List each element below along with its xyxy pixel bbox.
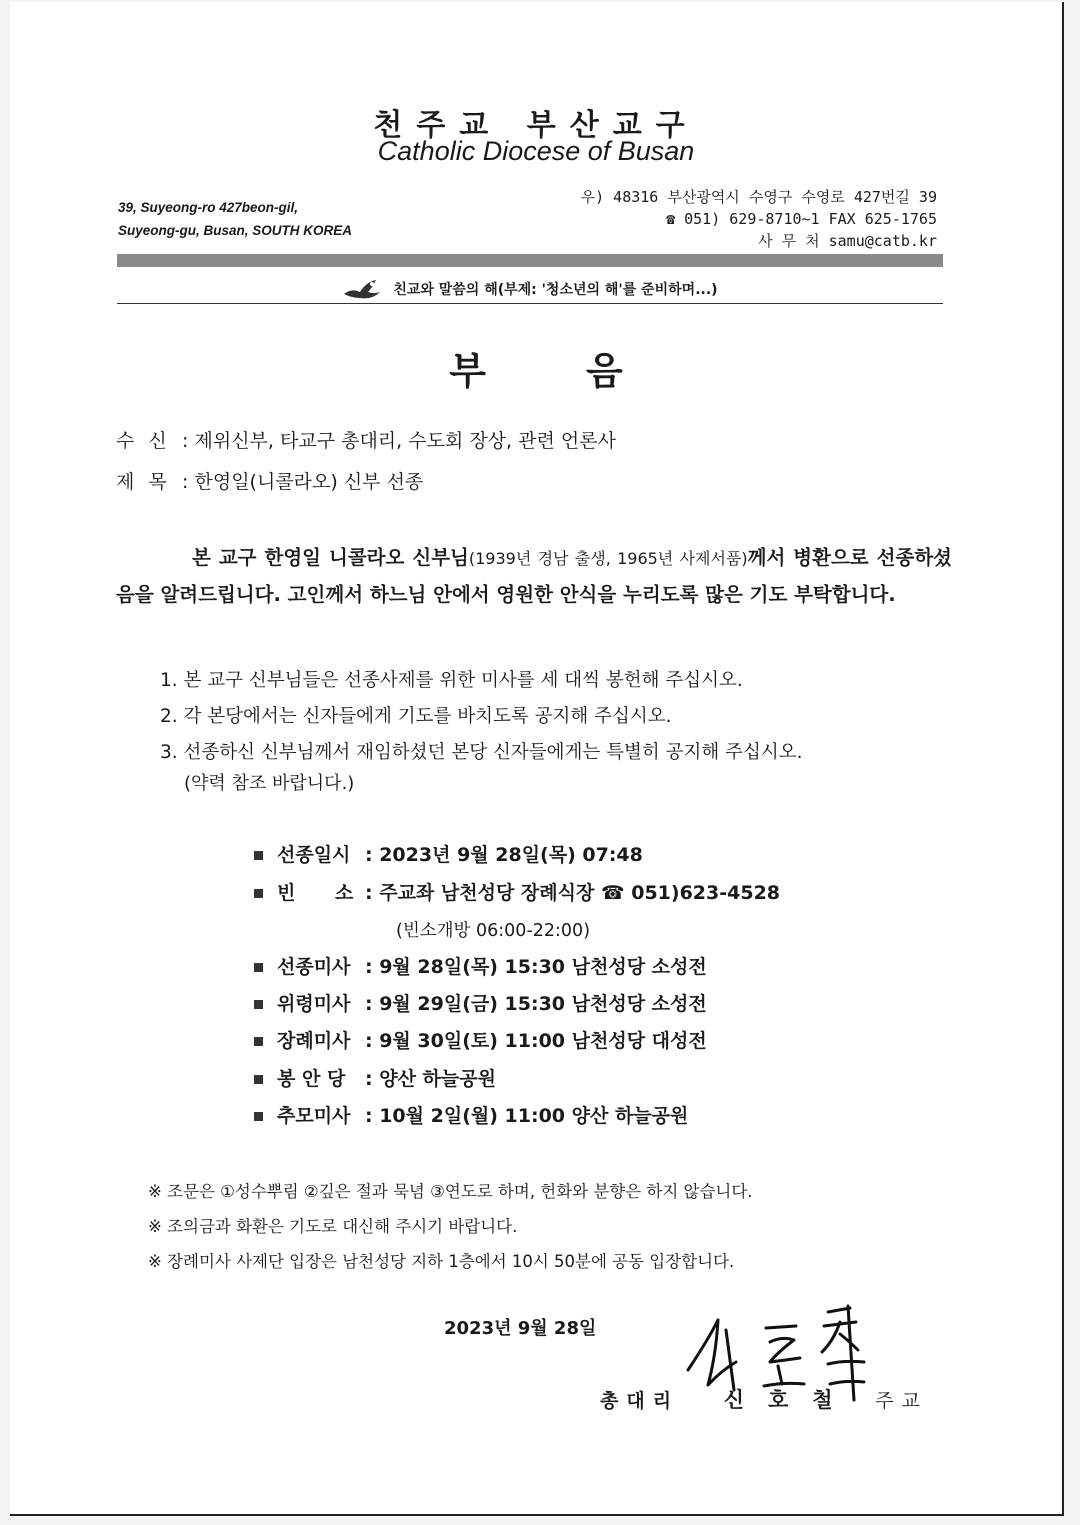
diocese-title-korean: 천주교 부산교구 [373, 108, 699, 143]
list-item: 3. 선종하신 신부님께서 재임하셨던 본당 신자들에게는 특별히 공지해 주십시오. [160, 742, 803, 763]
note-item: ※ 조문은 ①성수뿌림 ②깊은 절과 묵념 ③연도로 하며, 헌화와 분향은 하지 않습니다. [148, 1182, 753, 1201]
document-page [10, 2, 1064, 1516]
info-item-ossuary [254, 1061, 496, 1098]
info-value: : 9월 28일(목) 15:30 남천성당 소성전 [365, 956, 707, 978]
mortuary-hours: (빈소개방 06:00-22:00) [396, 921, 591, 941]
motto-underline [117, 303, 943, 304]
subject-value: : 한영일(니콜라오) 신부 선종 [182, 471, 424, 493]
bullet-square-icon [254, 963, 263, 972]
info-label: 선종미사 [277, 956, 351, 978]
address-korean-line1: 우) 48316 부산광역시 수영구 수영로 427번길 39 [580, 188, 937, 206]
recipient-label: 수 신 [116, 430, 171, 452]
notes-list [148, 1174, 753, 1279]
body-part2: (1939년 경남 출생, 1965년 사제서품) [468, 549, 748, 568]
info-item-mortuary [254, 875, 780, 912]
bullet-square-icon [254, 1112, 263, 1121]
list-item: 2. 각 본당에서는 신자들에게 기도를 바치도록 공지해 주십시오. [160, 706, 672, 727]
signer-row [600, 1384, 928, 1414]
bullet-square-icon [254, 1075, 263, 1084]
dove-logo-icon [342, 278, 382, 302]
bullet-square-icon [254, 1000, 263, 1009]
bullet-square-icon [254, 1037, 263, 1046]
diocese-title-english: Catholic Diocese of Busan [377, 136, 695, 166]
body-part1: 본 교구 한영일 니콜라오 신부님 [192, 546, 469, 569]
motto-text: 친교와 말씀의 해(부제: '청소년의 해'를 준비하며...) [393, 282, 718, 298]
bullet-square-icon [254, 851, 263, 860]
info-label: 선종일시 [277, 844, 351, 866]
info-value: : 2023년 9월 28일(목) 07:48 [365, 844, 643, 866]
info-item-funeral [254, 1023, 707, 1060]
document-date: 2023년 9월 28일 [444, 1318, 597, 1339]
recipient-row [116, 426, 616, 453]
note-item: ※ 조의금과 화환은 기도로 대신해 주시기 바랍니다. [148, 1217, 518, 1236]
info-item-death [254, 837, 643, 874]
subject-label: 제 목 [116, 471, 171, 493]
info-label: 추모미사 [277, 1105, 351, 1127]
address-english-line1: 39, Suyeong-ro 427beon-gil, [118, 200, 299, 215]
info-value: : 주교좌 남천성당 장례식장 ☎ 051)623-4528 [365, 882, 781, 904]
header-divider-bar [117, 254, 943, 267]
subject-row [116, 467, 423, 494]
info-label: 봉 안 당 [277, 1068, 346, 1090]
signer-title: 총대리 [600, 1390, 680, 1412]
address-korean [581, 186, 937, 252]
list-item: 1. 본 교구 신부님들은 선종사제를 위한 미사를 세 대씩 봉헌해 주십시오. [160, 670, 743, 691]
info-label: 위령미사 [277, 993, 351, 1015]
announcement-paragraph [116, 540, 952, 613]
list-note: (약력 참조 바랍니다.) [184, 773, 355, 794]
document-title: 부음 [449, 349, 723, 393]
address-korean-line2: ☎ 051) 629-8710~1 FAX 625-1765 [666, 210, 937, 228]
motto-row [117, 278, 943, 304]
address-english [118, 196, 352, 242]
request-list [160, 663, 802, 771]
note-item: ※ 장례미사 사제단 입장은 남천성당 지하 1층에서 10시 50분에 공동 입장합니다. [148, 1252, 735, 1271]
address-english-line2: Suyeong-gu, Busan, SOUTH KOREA [118, 223, 353, 238]
info-item-requiem [254, 986, 707, 1023]
bullet-square-icon [254, 889, 263, 898]
address-korean-line3: 사 무 처 samu@catb.kr [758, 232, 937, 250]
recipient-value: : 제위신부, 타교구 총대리, 수도회 장상, 관련 언론사 [182, 430, 616, 452]
info-value: : 9월 30일(토) 11:00 남천성당 대성전 [365, 1030, 707, 1052]
info-label: 장례미사 [277, 1030, 351, 1052]
body-part3: 께서 병환으로 선종하셨음을 알려드립니다. 고인께서 하느님 안에서 영원한 안식을 누리도록 많은 기도 부탁합니다. [116, 546, 952, 606]
info-value: : 양산 하늘공원 [365, 1068, 496, 1090]
info-item-mass [254, 949, 707, 986]
signer-name: 신호철 [723, 1388, 857, 1412]
signer-suffix: 주교 [875, 1390, 928, 1412]
info-value: : 10월 2일(월) 11:00 양산 하늘공원 [365, 1105, 689, 1127]
info-value: : 9월 29일(금) 15:30 남천성당 소성전 [365, 993, 707, 1015]
info-item-memorial [254, 1098, 688, 1135]
info-label: 빈 소 [277, 882, 354, 904]
